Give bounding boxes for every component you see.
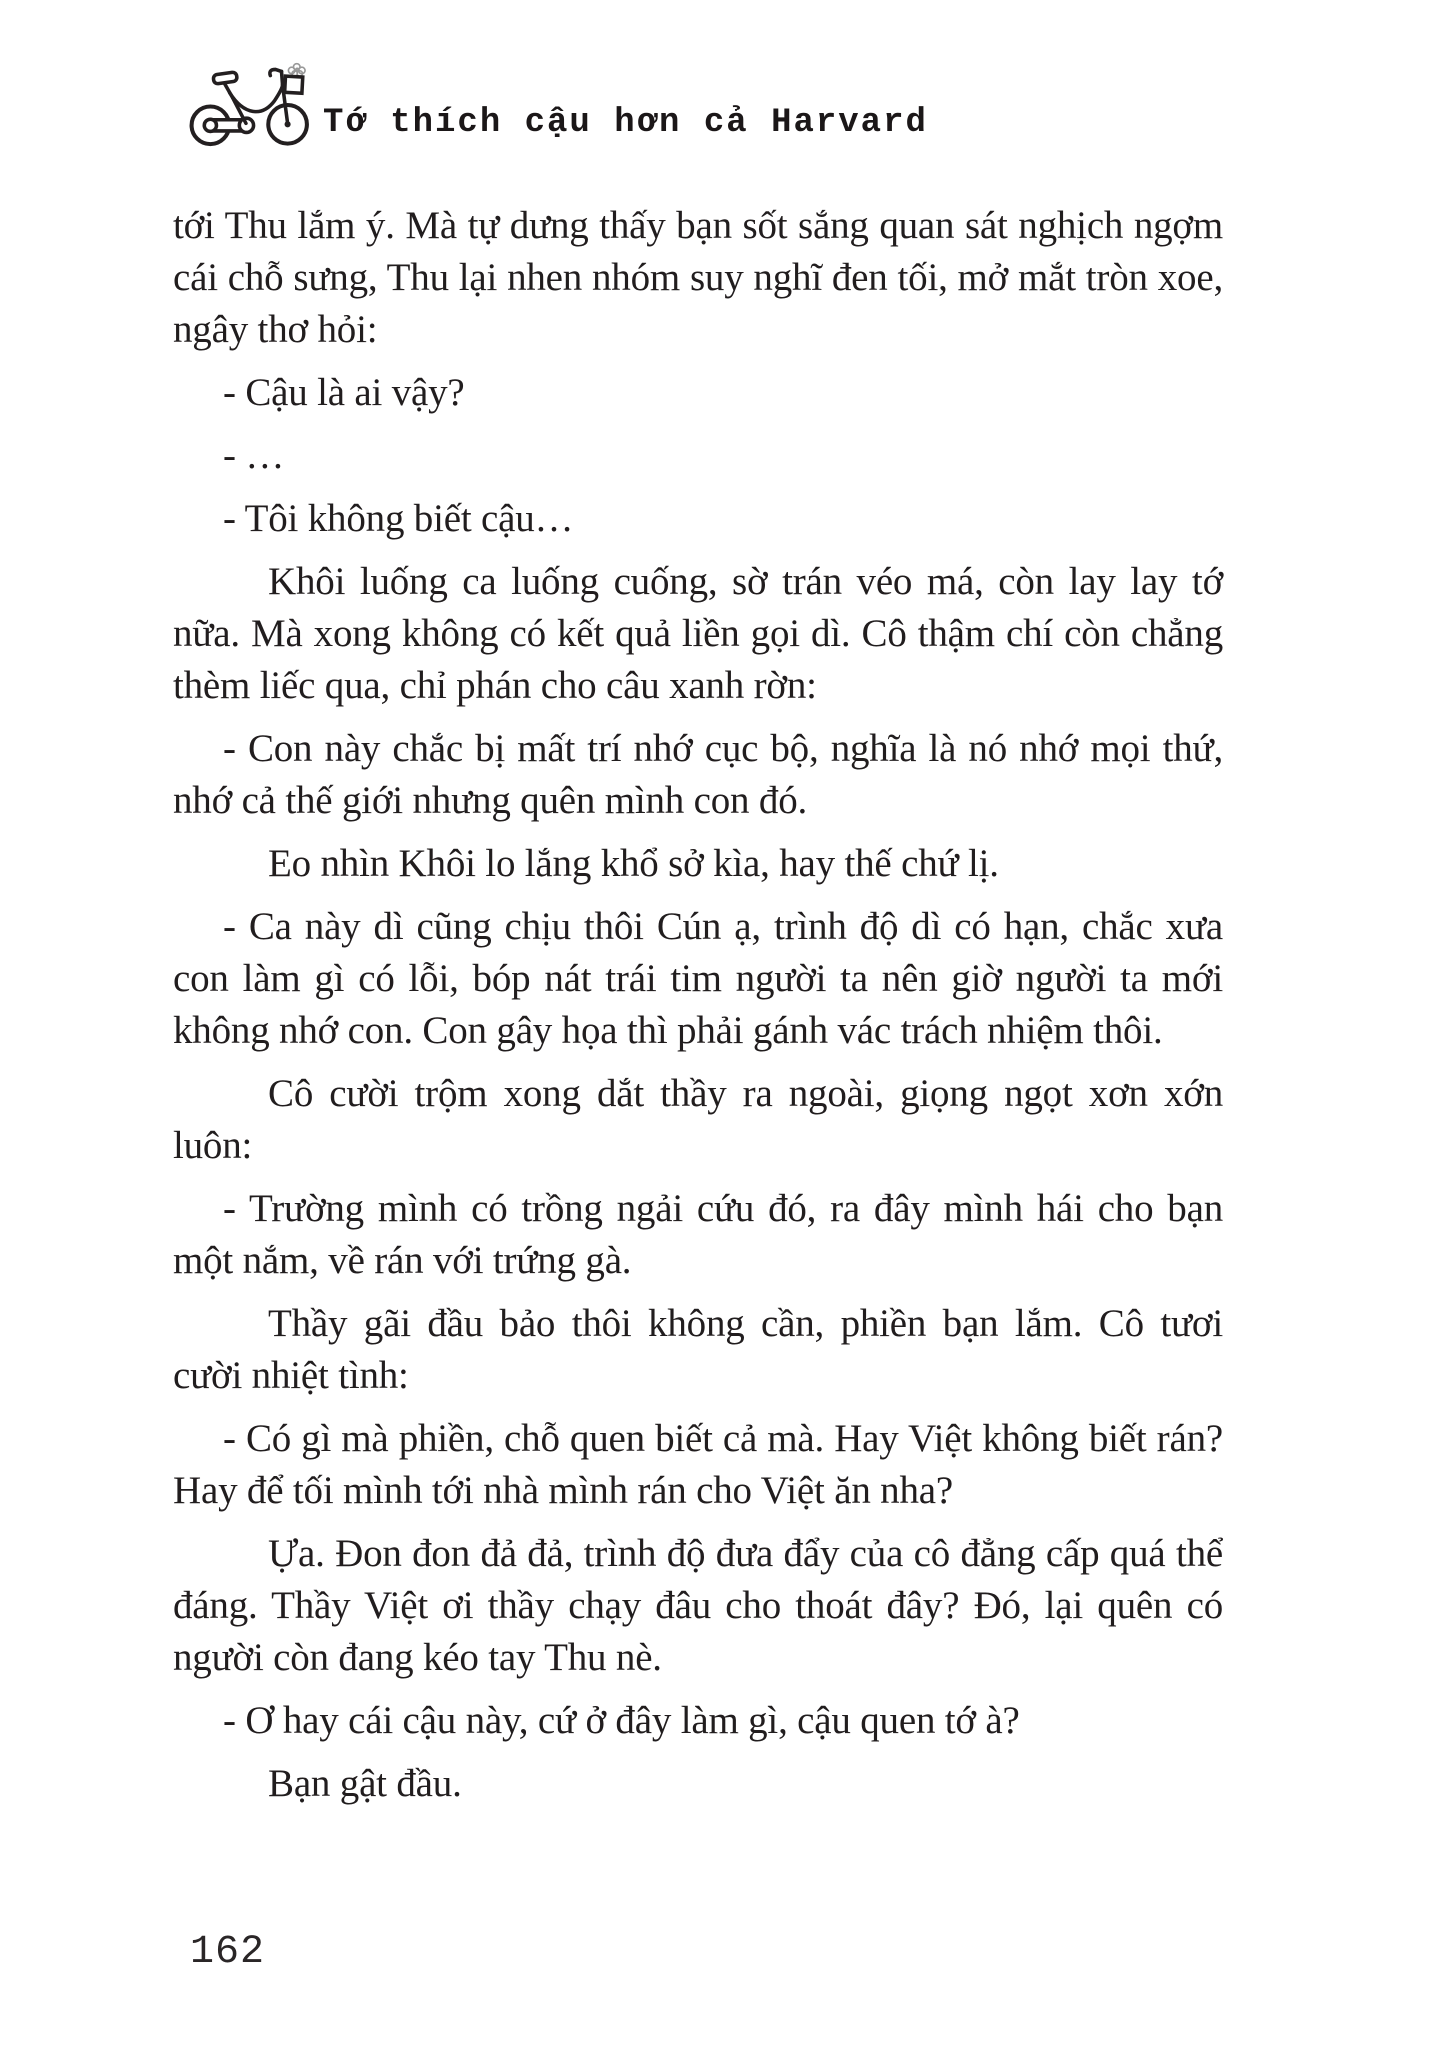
paragraph: Ựa. Đon đon đả đả, trình độ đưa đẩy của cô đẳng cấp quá thể đáng. Thầy Việt ơi thầy chạy đâu cho thoát đây? Đó, lại quên có người còn đang kéo tay Thu nè. — [173, 1532, 1223, 1679]
page-number: 162 — [190, 1930, 266, 1975]
paragraph: Eo nhìn Khôi lo lắng khổ sở kìa, hay thế chứ lị. — [268, 842, 999, 885]
paragraph: - Trường mình có trồng ngải cứu đó, ra đây mình hái cho bạn một nắm, về rán với trứng gà. — [173, 1187, 1223, 1282]
paragraph: - Tôi không biết cậu… — [223, 497, 574, 540]
body-text — [173, 200, 1223, 1821]
flower-bunch-icon — [288, 64, 305, 76]
paragraph: - Cậu là ai vậy? — [223, 371, 465, 414]
paragraph: Thầy gãi đầu bảo thôi không cần, phiền bạn lắm. Cô tươi cười nhiệt tình: — [173, 1302, 1223, 1397]
bicycle-icon — [187, 62, 313, 148]
paragraph: Khôi luống ca luống cuống, sờ trán véo má, còn lay lay tớ nữa. Mà xong không có kết quả liền gọi dì. Cô thậm chí còn chẳng thèm liếc qua, chỉ phán cho câu xanh rờn: — [173, 560, 1223, 707]
paragraph: - … — [223, 434, 285, 477]
paragraph: Cô cười trộm xong dắt thầy ra ngoài, giọng ngọt xơn xớn luôn: — [173, 1072, 1223, 1167]
paragraph: tới Thu lắm ý. Mà tự dưng thấy bạn sốt sắng quan sát nghịch ngợm cái chỗ sưng, Thu lại nhen nhóm suy nghĩ đen tối, mở mắt tròn xoe, ngây thơ hỏi: — [173, 204, 1223, 351]
paragraph: - Con này chắc bị mất trí nhớ cục bộ, nghĩa là nó nhớ mọi thứ, nhớ cả thế giới nhưng quên mình con đó. — [173, 727, 1223, 822]
paragraph: Bạn gật đầu. — [268, 1762, 462, 1805]
running-title: Tớ thích cậu hơn cả Harvard — [323, 104, 928, 142]
paragraph: - Có gì mà phiền, chỗ quen biết cả mà. Hay Việt không biết rán? Hay để tối mình tới nhà mình rán cho Việt ăn nha? — [173, 1417, 1223, 1512]
paragraph: - Ca này dì cũng chịu thôi Cún ạ, trình độ dì có hạn, chắc xưa con làm gì có lỗi, bóp nát trái tim người ta nên giờ người ta mới không nhớ con. Con gây họa thì phải gánh vác trách nhiệm thôi. — [173, 905, 1223, 1052]
paragraph: - Ơ hay cái cậu này, cứ ở đây làm gì, cậu quen tớ à? — [223, 1699, 1020, 1742]
